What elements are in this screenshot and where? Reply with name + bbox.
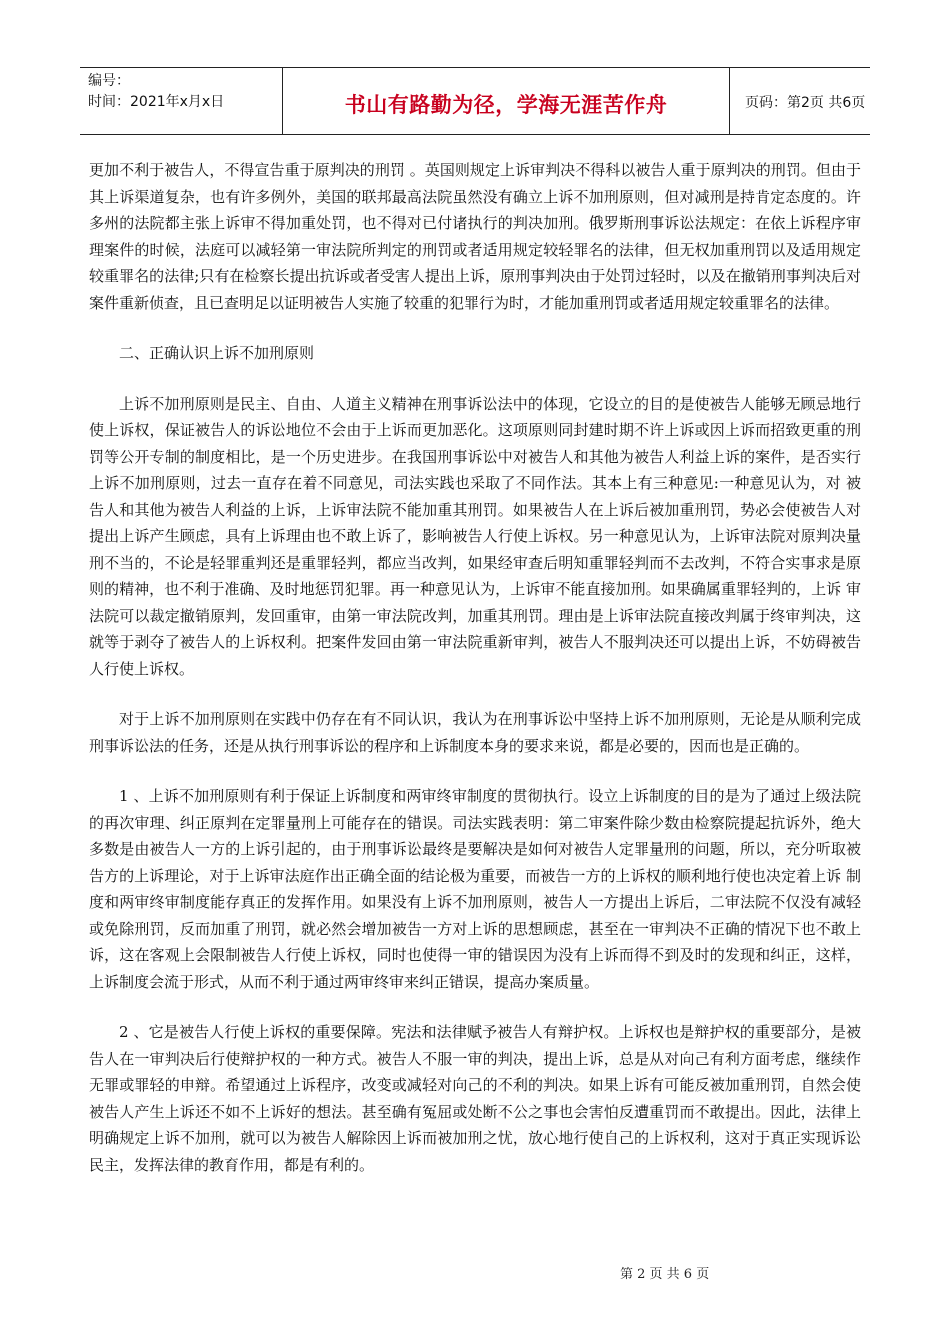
paragraph-principle-overview: 上诉不加刑原则是民主、自由、人道主义精神在刑事诉讼法中的体现，它设立的目的是使被告人能够无顾忌地行使上诉权，保证被告人的诉讼地位不会由于上诉而更加恶化。这项原则同封建时期不许上诉或因上诉而招致更重的刑罚等公开专制的制度相比，是一个历史进步。在我国刑事诉讼中对被告人和其他为被告人利益上诉的案件，是否实行上诉不加刑原则，过去一直存在着不同意见，司法实践也采取了不同作法。其本上有三种意见:一种意见认为，对 被告人和其他为被告人利益的上诉，上诉审法院不能加重其刑罚。如果被告人在上诉后被加重刑罚，势必会使被告人对提出上诉产生顾虑，具有上诉理由也不敢上诉了，影响被告人行使上诉权。另一种意见认为，上诉审法院对原判决量刑不当的，不论是轻罪重判还是重罪轻判，都应当改判，如果经审查后明知重罪轻判而不去改判，不符合实事求是原则的精神，也不利于准确、及时地惩罚犯罪。再一种意见认为，上诉审不能直接加刑。如果确属重罪轻判的，上诉 审法院可以裁定撤销原判，发回重审，由第一审法院改判，加重其刑罚。理由是上诉审法院直接改判属于终审判决，这就等于剥夺了被告人的上诉权利。把案件发回由第一审法院重新审判，被告人不服判决还可以提出上诉，不妨碍被告人行使上诉权。 xyxy=(89,394,861,678)
header-meta-cell xyxy=(80,68,283,134)
serial-label: 编号： xyxy=(88,73,130,89)
header-motto: 书山有路勤为径，学海无涯苦作舟 xyxy=(344,93,668,117)
paragraph-foreign-law: 更加不利于被告人，不得宣告重于原判决的刑罚 。英国则规定上诉审判决不得科以被告人重于原判决的刑罚。但由于其上诉渠道复杂，也有许多例外，美国的联邦最高法院虽然没有确立上诉不加刑原则，但对减刑是持肯定态度的。许多州的法院都主张上诉审不得加重处罚，也不得对已付诸执行的判决加刑。俄罗斯刑事诉讼法规定：在依上诉程序审理案件的时候，法庭可以减轻第一审法院所判定的刑罚或者适用规定较轻罪名的法律，但无权加重刑罚以及适用规定较重罪名的法律;只有在检察长提出抗诉或者受害人提出上诉，原刑事判决由于处罚过轻时，以及在撤销刑事判决后对案件重新侦查，且已查明足以证明被告人实施了较重的犯罪行为时，才能加重刑罚或者适用规定较重罪名的法律。 xyxy=(89,161,861,312)
paragraph-point-2: 2 、它是被告人行使上诉权的重要保障。宪法和法律赋予被告人有辩护权。上诉权也是辩护权的重要部分，是被告人在一审判决后行使辩护权的一种方式。被告人不服一审的判决，提出上诉，总是从对向己有利方面考虑，继续作无罪或罪轻的申辩。希望通过上诉程序，改变或减轻对向己的不利的判决。如果上诉有可能反被加重刑罚，自然会使被告人产生上诉还不如不上诉好的想法。甚至确有冤屈或处断不公之事也会害怕反遭重罚而不敢提出。因此，法律上明确规定上诉不加刑，就可以为被告人解除因上诉而被加刑之忧，放心地行使自己的上诉权利，这对于真正实现诉讼民主，发挥法律的教育作用，都是有利的。 xyxy=(89,1023,861,1174)
header-page-info: 页码：第2页 共6页 xyxy=(745,95,866,111)
header-page-cell xyxy=(730,68,870,134)
section-heading: 二、正确认识上诉不加刑原则 xyxy=(119,344,315,362)
header-motto-cell xyxy=(283,68,730,134)
paragraph-author-view: 对于上诉不加刑原则在实践中仍存在有不同认识，我认为在刑事诉讼中坚持上诉不加刑原则，无论是从顺利完成刑事诉讼法的任务，还是从执行刑事诉讼的程序和上诉制度本身的要求来说，都是必要的，因而也是正确的。 xyxy=(89,710,861,755)
page-header xyxy=(80,67,870,135)
page-footer: 第 2 页 共 6 页 xyxy=(620,1267,710,1282)
paragraph-point-1: 1 、上诉不加刑原则有利于保证上诉制度和两审终审制度的贯彻执行。设立上诉制度的目的是为了通过上级法院的再次审理、纠正原判在定罪量刑上可能存在的错误。司法实践表明：第二审案件除少数由检察院提起抗诉外，绝大多数是由被告人一方的上诉引起的，由于刑事诉讼最终是要解决是如何对被告人定罪量刑的问题，所以，充分听取被告方的上诉理论，对于上诉审法庭作出正确全面的结论极为重要，而被告一方的上诉权的顺利地行使也决定着上诉 制度和两审终审制度能存真正的发挥作用。如果没有上诉不加刑原则，被告人一方提出上诉后，二审法院不仅没有减轻或免除刑罚，反而加重了刑罚，就必然会增加被告一方对上诉的思想顾虑，甚至在一审判决不正确的情况下也不敢上诉，这在客观上会限制被告人行使上诉权，同时也使得一审的错误因为没有上诉而得不到及时的发现和纠正，这样，上诉制度会流于形式，从而不利于通过两审终审来纠正错误，提高办案质量。 xyxy=(89,787,861,991)
document-body xyxy=(89,157,861,1202)
date-label: 时间：2021年x月x日 xyxy=(88,94,225,110)
